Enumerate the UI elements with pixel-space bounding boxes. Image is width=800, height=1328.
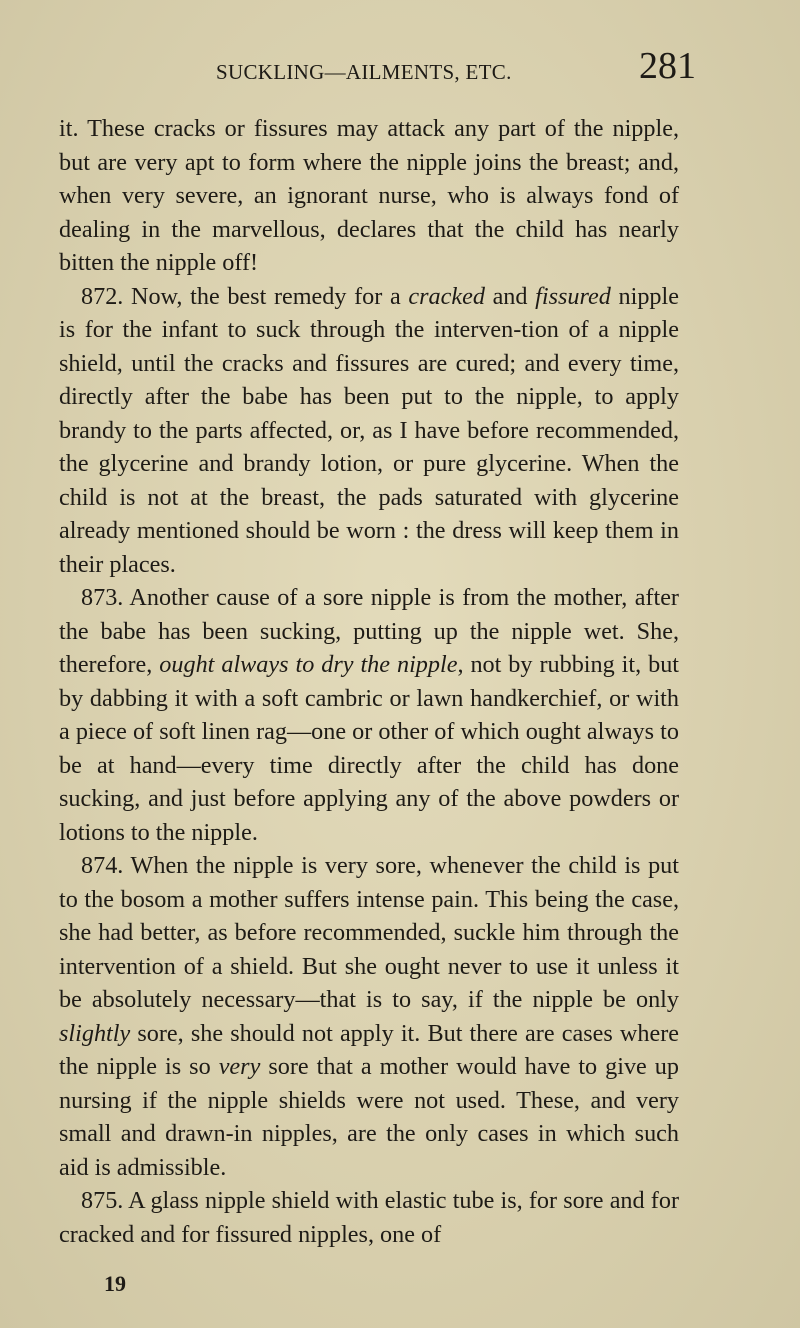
body-text: [59, 112, 679, 1251]
italic-run: slightly: [59, 1019, 131, 1047]
text-run: and: [484, 282, 536, 310]
paragraph: [59, 1184, 679, 1251]
text-run: sore that a mother would have to give up nursing if the nipple shields were not used. These, and very small and drawn-in nipples, are the only cases in which such aid is admissible.: [59, 1053, 679, 1181]
italic-run: fissured: [535, 282, 611, 310]
italic-run: cracked: [408, 282, 485, 310]
running-head: SUCKLING—AILMENTS, ETC.: [216, 60, 512, 84]
text-run: sore, she should not apply it. But there are cases where the nipple is so: [59, 1019, 679, 1080]
text-run: 872. Now, the best remedy for a: [81, 282, 409, 310]
page-number: 281: [639, 45, 696, 87]
text-run: , not by rubbing it, but by dabbing it with a soft cambric or lawn handkerchief, or with a piece of soft linen rag—one or other of which ought always to be at hand—every time directly after the child has done sucking, and just before applying any of the above powders or lotions to the nipple.: [59, 651, 680, 846]
paragraph: [59, 112, 679, 280]
text-run: nipple is for the infant to suck through the interven-tion of a nipple shield, until the cracks and fissures are cured; and every time, directly after the babe has been put to the nipple, to apply brandy to the parts affected, or, as I have before recommended, the glycerine and brandy lotion, or pure glycerine. When the child is not at the breast, the pads saturated with glycerine already mentioned should be worn : the dress will keep them in their places.: [59, 282, 679, 578]
text-run: 875. A glass nipple shield with elastic tube is, for sore and for cracked and for fissured nipples, one of: [59, 1187, 679, 1248]
paragraph: [59, 581, 679, 849]
page-header: [216, 44, 696, 94]
paragraph: [59, 280, 679, 582]
printer-signature: 19: [104, 1271, 126, 1296]
text-run: it. These cracks or fissures may attack any part of the nipple, but are very apt to form where the nipple joins the breast; and, when very severe, an ignorant nurse, who is always fond of dealing in the marvellous, declares that the child has nearly bitten the nipple off!: [59, 115, 679, 276]
text-run: 874. When the nipple is very sore, whenever the child is put to the bosom a mother suffers intense pain. This being the case, she had better, as before recommended, suckle him through the intervention of a shield. But she ought never to use it unless it be absolutely necessary—that is to say, if the nipple be only: [59, 852, 679, 1013]
paragraph: [59, 849, 679, 1184]
text-run: 873. Another cause of a sore nipple is from the mother, after the babe has been sucking, putting up the nipple wet. She, therefore,: [59, 584, 679, 678]
italic-run: very: [218, 1053, 261, 1080]
italic-run: ought always to dry the nipple: [159, 651, 458, 678]
